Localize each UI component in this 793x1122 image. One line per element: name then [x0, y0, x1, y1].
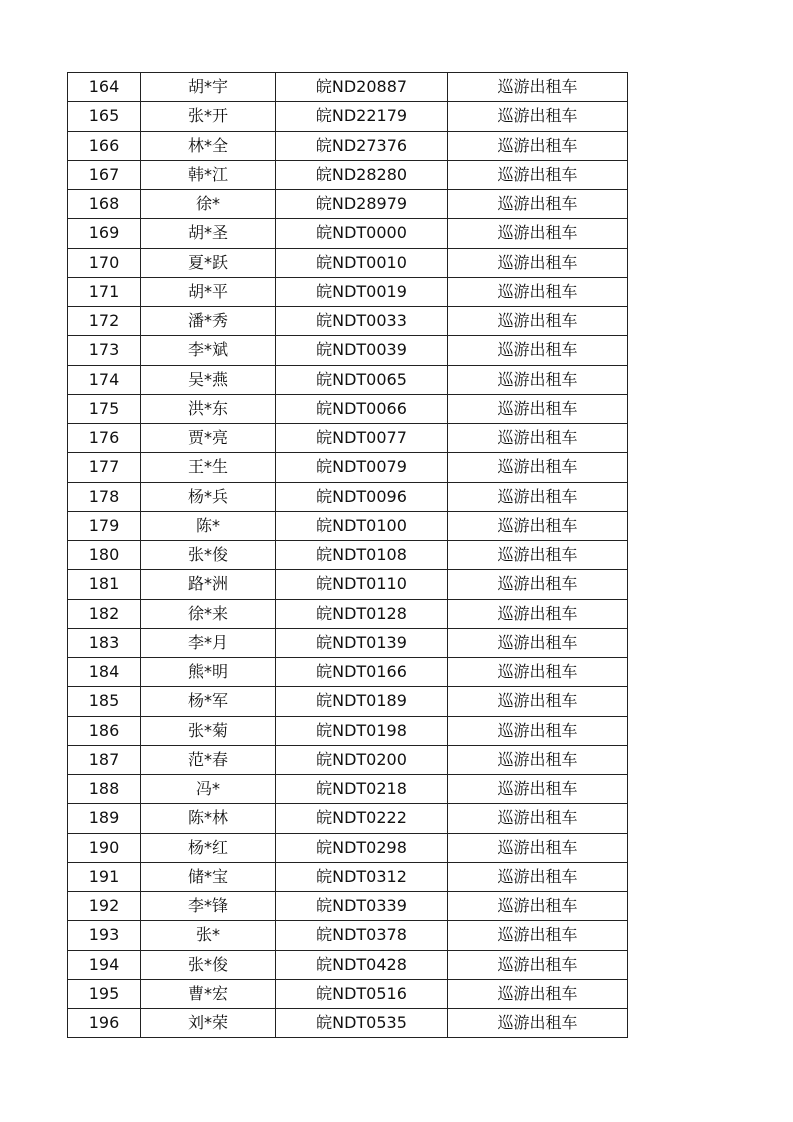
driver-name-cell: 张*俊: [141, 950, 276, 979]
row-number-cell: 165: [68, 102, 141, 131]
table-row: [68, 921, 628, 950]
vehicle-type-cell: 巡游出租车: [448, 745, 628, 774]
vehicle-type-cell: 巡游出租车: [448, 833, 628, 862]
row-number-cell: 196: [68, 1009, 141, 1038]
plate-number-cell: 皖NDT0378: [276, 921, 448, 950]
driver-name-cell: 胡*宇: [141, 73, 276, 102]
table-row: [68, 950, 628, 979]
table-row: [68, 541, 628, 570]
row-number-cell: 195: [68, 979, 141, 1008]
table-row: [68, 775, 628, 804]
driver-name-cell: 贾*亮: [141, 424, 276, 453]
plate-number-cell: 皖NDT0222: [276, 804, 448, 833]
vehicle-type-cell: 巡游出租车: [448, 190, 628, 219]
table-row: [68, 453, 628, 482]
vehicle-type-cell: 巡游出租车: [448, 687, 628, 716]
driver-name-cell: 范*春: [141, 745, 276, 774]
plate-number-cell: 皖NDT0189: [276, 687, 448, 716]
driver-name-cell: 韩*江: [141, 160, 276, 189]
roster-body: [68, 73, 628, 1038]
table-row: [68, 131, 628, 160]
row-number-cell: 193: [68, 921, 141, 950]
row-number-cell: 183: [68, 628, 141, 657]
row-number-cell: 168: [68, 190, 141, 219]
row-number-cell: 175: [68, 394, 141, 423]
driver-name-cell: 杨*红: [141, 833, 276, 862]
driver-name-cell: 王*生: [141, 453, 276, 482]
vehicle-type-cell: 巡游出租车: [448, 892, 628, 921]
plate-number-cell: 皖NDT0516: [276, 979, 448, 1008]
driver-name-cell: 路*洲: [141, 570, 276, 599]
driver-name-cell: 曹*宏: [141, 979, 276, 1008]
driver-name-cell: 李*锋: [141, 892, 276, 921]
plate-number-cell: 皖NDT0200: [276, 745, 448, 774]
table-row: [68, 73, 628, 102]
table-row: [68, 394, 628, 423]
table-row: [68, 833, 628, 862]
table-row: [68, 336, 628, 365]
driver-name-cell: 杨*军: [141, 687, 276, 716]
table-row: [68, 570, 628, 599]
row-number-cell: 184: [68, 658, 141, 687]
table-row: [68, 1009, 628, 1038]
table-row: [68, 687, 628, 716]
row-number-cell: 176: [68, 424, 141, 453]
plate-number-cell: 皖NDT0065: [276, 365, 448, 394]
plate-number-cell: 皖ND27376: [276, 131, 448, 160]
row-number-cell: 190: [68, 833, 141, 862]
driver-name-cell: 储*宝: [141, 862, 276, 891]
driver-name-cell: 夏*跃: [141, 248, 276, 277]
driver-name-cell: 李*斌: [141, 336, 276, 365]
row-number-cell: 192: [68, 892, 141, 921]
driver-name-cell: 洪*东: [141, 394, 276, 423]
vehicle-type-cell: 巡游出租车: [448, 628, 628, 657]
plate-number-cell: 皖NDT0079: [276, 453, 448, 482]
row-number-cell: 178: [68, 482, 141, 511]
vehicle-type-cell: 巡游出租车: [448, 424, 628, 453]
vehicle-type-cell: 巡游出租车: [448, 248, 628, 277]
table-row: [68, 628, 628, 657]
page-sheet: [67, 72, 627, 1038]
row-number-cell: 171: [68, 277, 141, 306]
row-number-cell: 179: [68, 511, 141, 540]
plate-number-cell: 皖NDT0339: [276, 892, 448, 921]
table-row: [68, 160, 628, 189]
plate-number-cell: 皖NDT0096: [276, 482, 448, 511]
plate-number-cell: 皖NDT0110: [276, 570, 448, 599]
vehicle-type-cell: 巡游出租车: [448, 658, 628, 687]
row-number-cell: 187: [68, 745, 141, 774]
plate-number-cell: 皖NDT0428: [276, 950, 448, 979]
table-row: [68, 424, 628, 453]
table-row: [68, 862, 628, 891]
vehicle-type-cell: 巡游出租车: [448, 804, 628, 833]
vehicle-type-cell: 巡游出租车: [448, 73, 628, 102]
vehicle-type-cell: 巡游出租车: [448, 277, 628, 306]
taxi-roster-table: [67, 72, 628, 1038]
row-number-cell: 181: [68, 570, 141, 599]
driver-name-cell: 刘*荣: [141, 1009, 276, 1038]
plate-number-cell: 皖NDT0010: [276, 248, 448, 277]
driver-name-cell: 胡*平: [141, 277, 276, 306]
row-number-cell: 170: [68, 248, 141, 277]
row-number-cell: 166: [68, 131, 141, 160]
driver-name-cell: 张*: [141, 921, 276, 950]
vehicle-type-cell: 巡游出租车: [448, 1009, 628, 1038]
row-number-cell: 189: [68, 804, 141, 833]
plate-number-cell: 皖NDT0108: [276, 541, 448, 570]
table-row: [68, 716, 628, 745]
plate-number-cell: 皖NDT0033: [276, 307, 448, 336]
vehicle-type-cell: 巡游出租车: [448, 921, 628, 950]
table-row: [68, 511, 628, 540]
row-number-cell: 194: [68, 950, 141, 979]
table-row: [68, 658, 628, 687]
plate-number-cell: 皖ND28979: [276, 190, 448, 219]
plate-number-cell: 皖NDT0000: [276, 219, 448, 248]
plate-number-cell: 皖NDT0535: [276, 1009, 448, 1038]
driver-name-cell: 吴*燕: [141, 365, 276, 394]
driver-name-cell: 张*俊: [141, 541, 276, 570]
plate-number-cell: 皖NDT0312: [276, 862, 448, 891]
plate-number-cell: 皖NDT0066: [276, 394, 448, 423]
plate-number-cell: 皖NDT0077: [276, 424, 448, 453]
table-row: [68, 190, 628, 219]
vehicle-type-cell: 巡游出租车: [448, 570, 628, 599]
row-number-cell: 173: [68, 336, 141, 365]
table-row: [68, 482, 628, 511]
driver-name-cell: 张*开: [141, 102, 276, 131]
vehicle-type-cell: 巡游出租车: [448, 102, 628, 131]
vehicle-type-cell: 巡游出租车: [448, 482, 628, 511]
row-number-cell: 191: [68, 862, 141, 891]
vehicle-type-cell: 巡游出租车: [448, 716, 628, 745]
plate-number-cell: 皖NDT0139: [276, 628, 448, 657]
vehicle-type-cell: 巡游出租车: [448, 394, 628, 423]
row-number-cell: 186: [68, 716, 141, 745]
driver-name-cell: 杨*兵: [141, 482, 276, 511]
table-row: [68, 745, 628, 774]
row-number-cell: 177: [68, 453, 141, 482]
vehicle-type-cell: 巡游出租车: [448, 336, 628, 365]
plate-number-cell: 皖NDT0100: [276, 511, 448, 540]
driver-name-cell: 陈*林: [141, 804, 276, 833]
table-row: [68, 804, 628, 833]
table-row: [68, 219, 628, 248]
table-row: [68, 365, 628, 394]
driver-name-cell: 陈*: [141, 511, 276, 540]
plate-number-cell: 皖NDT0019: [276, 277, 448, 306]
table-row: [68, 599, 628, 628]
vehicle-type-cell: 巡游出租车: [448, 862, 628, 891]
driver-name-cell: 冯*: [141, 775, 276, 804]
driver-name-cell: 徐*来: [141, 599, 276, 628]
row-number-cell: 185: [68, 687, 141, 716]
driver-name-cell: 熊*明: [141, 658, 276, 687]
row-number-cell: 174: [68, 365, 141, 394]
plate-number-cell: 皖ND28280: [276, 160, 448, 189]
plate-number-cell: 皖NDT0218: [276, 775, 448, 804]
table-row: [68, 248, 628, 277]
plate-number-cell: 皖NDT0128: [276, 599, 448, 628]
plate-number-cell: 皖NDT0298: [276, 833, 448, 862]
vehicle-type-cell: 巡游出租车: [448, 775, 628, 804]
row-number-cell: 172: [68, 307, 141, 336]
driver-name-cell: 胡*圣: [141, 219, 276, 248]
vehicle-type-cell: 巡游出租车: [448, 131, 628, 160]
row-number-cell: 188: [68, 775, 141, 804]
vehicle-type-cell: 巡游出租车: [448, 599, 628, 628]
vehicle-type-cell: 巡游出租车: [448, 511, 628, 540]
row-number-cell: 182: [68, 599, 141, 628]
vehicle-type-cell: 巡游出租车: [448, 160, 628, 189]
table-row: [68, 979, 628, 1008]
driver-name-cell: 李*月: [141, 628, 276, 657]
plate-number-cell: 皖ND20887: [276, 73, 448, 102]
driver-name-cell: 林*全: [141, 131, 276, 160]
table-row: [68, 102, 628, 131]
row-number-cell: 164: [68, 73, 141, 102]
driver-name-cell: 徐*: [141, 190, 276, 219]
table-row: [68, 277, 628, 306]
table-row: [68, 307, 628, 336]
vehicle-type-cell: 巡游出租车: [448, 979, 628, 1008]
plate-number-cell: 皖NDT0039: [276, 336, 448, 365]
row-number-cell: 169: [68, 219, 141, 248]
table-row: [68, 892, 628, 921]
vehicle-type-cell: 巡游出租车: [448, 541, 628, 570]
vehicle-type-cell: 巡游出租车: [448, 365, 628, 394]
plate-number-cell: 皖NDT0166: [276, 658, 448, 687]
row-number-cell: 180: [68, 541, 141, 570]
plate-number-cell: 皖ND22179: [276, 102, 448, 131]
vehicle-type-cell: 巡游出租车: [448, 453, 628, 482]
vehicle-type-cell: 巡游出租车: [448, 219, 628, 248]
plate-number-cell: 皖NDT0198: [276, 716, 448, 745]
vehicle-type-cell: 巡游出租车: [448, 307, 628, 336]
vehicle-type-cell: 巡游出租车: [448, 950, 628, 979]
row-number-cell: 167: [68, 160, 141, 189]
driver-name-cell: 潘*秀: [141, 307, 276, 336]
driver-name-cell: 张*菊: [141, 716, 276, 745]
